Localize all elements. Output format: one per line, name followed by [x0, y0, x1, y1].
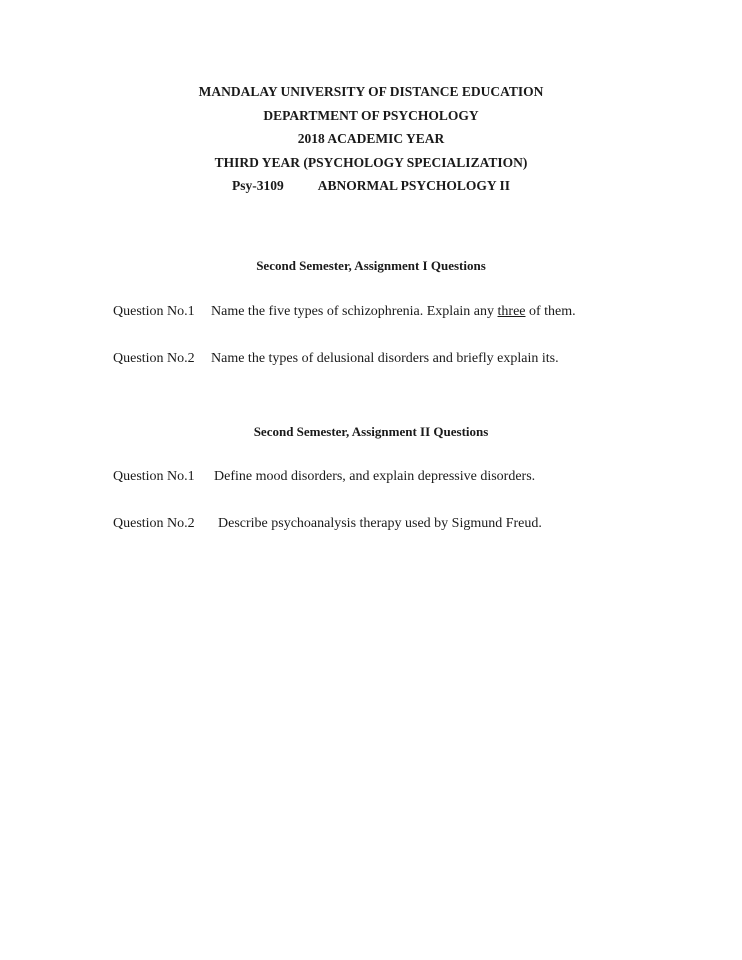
question-label: Question No.1	[113, 469, 195, 484]
assignment-1-title: Second Semester, Assignment I Questions	[256, 258, 486, 273]
question-text-part: of them.	[525, 304, 576, 319]
question-text: Name the types of delusional disorders and briefly explain its.	[211, 351, 559, 366]
question-text	[211, 304, 576, 320]
assignment-2-question-1	[113, 469, 536, 485]
course-title: ABNORMAL PSYCHOLOGY II	[317, 178, 511, 193]
assignment-1-question-2	[113, 351, 559, 367]
year-specialization: THIRD YEAR (PSYCHOLOGY SPECIALIZATION)	[214, 154, 528, 170]
academic-year: 2018 ACADEMIC YEAR	[297, 131, 445, 146]
question-text: Define mood disorders, and explain depressive disorders.	[214, 469, 536, 484]
assignment-2-question-2	[113, 516, 542, 532]
question-label: Question No.1	[113, 304, 195, 319]
department-name: DEPARTMENT OF PSYCHOLOGY	[263, 107, 479, 123]
course-code: Psy-3109	[231, 178, 284, 193]
assignment-2-title: Second Semester, Assignment II Questions	[253, 424, 489, 439]
document-header	[0, 80, 742, 198]
question-label: Question No.2	[113, 351, 195, 366]
assignment-1-question-1	[113, 304, 576, 320]
question-label: Question No.2	[113, 516, 195, 531]
question-text-part: Name the five types of schizophrenia. Explain any	[211, 304, 498, 319]
course-line	[0, 174, 742, 198]
question-text: Describe psychoanalysis therapy used by Sigmund Freud.	[218, 516, 542, 531]
question-text-emphasis: three	[497, 304, 526, 319]
university-name: MANDALAY UNIVERSITY OF DISTANCE EDUCATION	[198, 84, 544, 99]
